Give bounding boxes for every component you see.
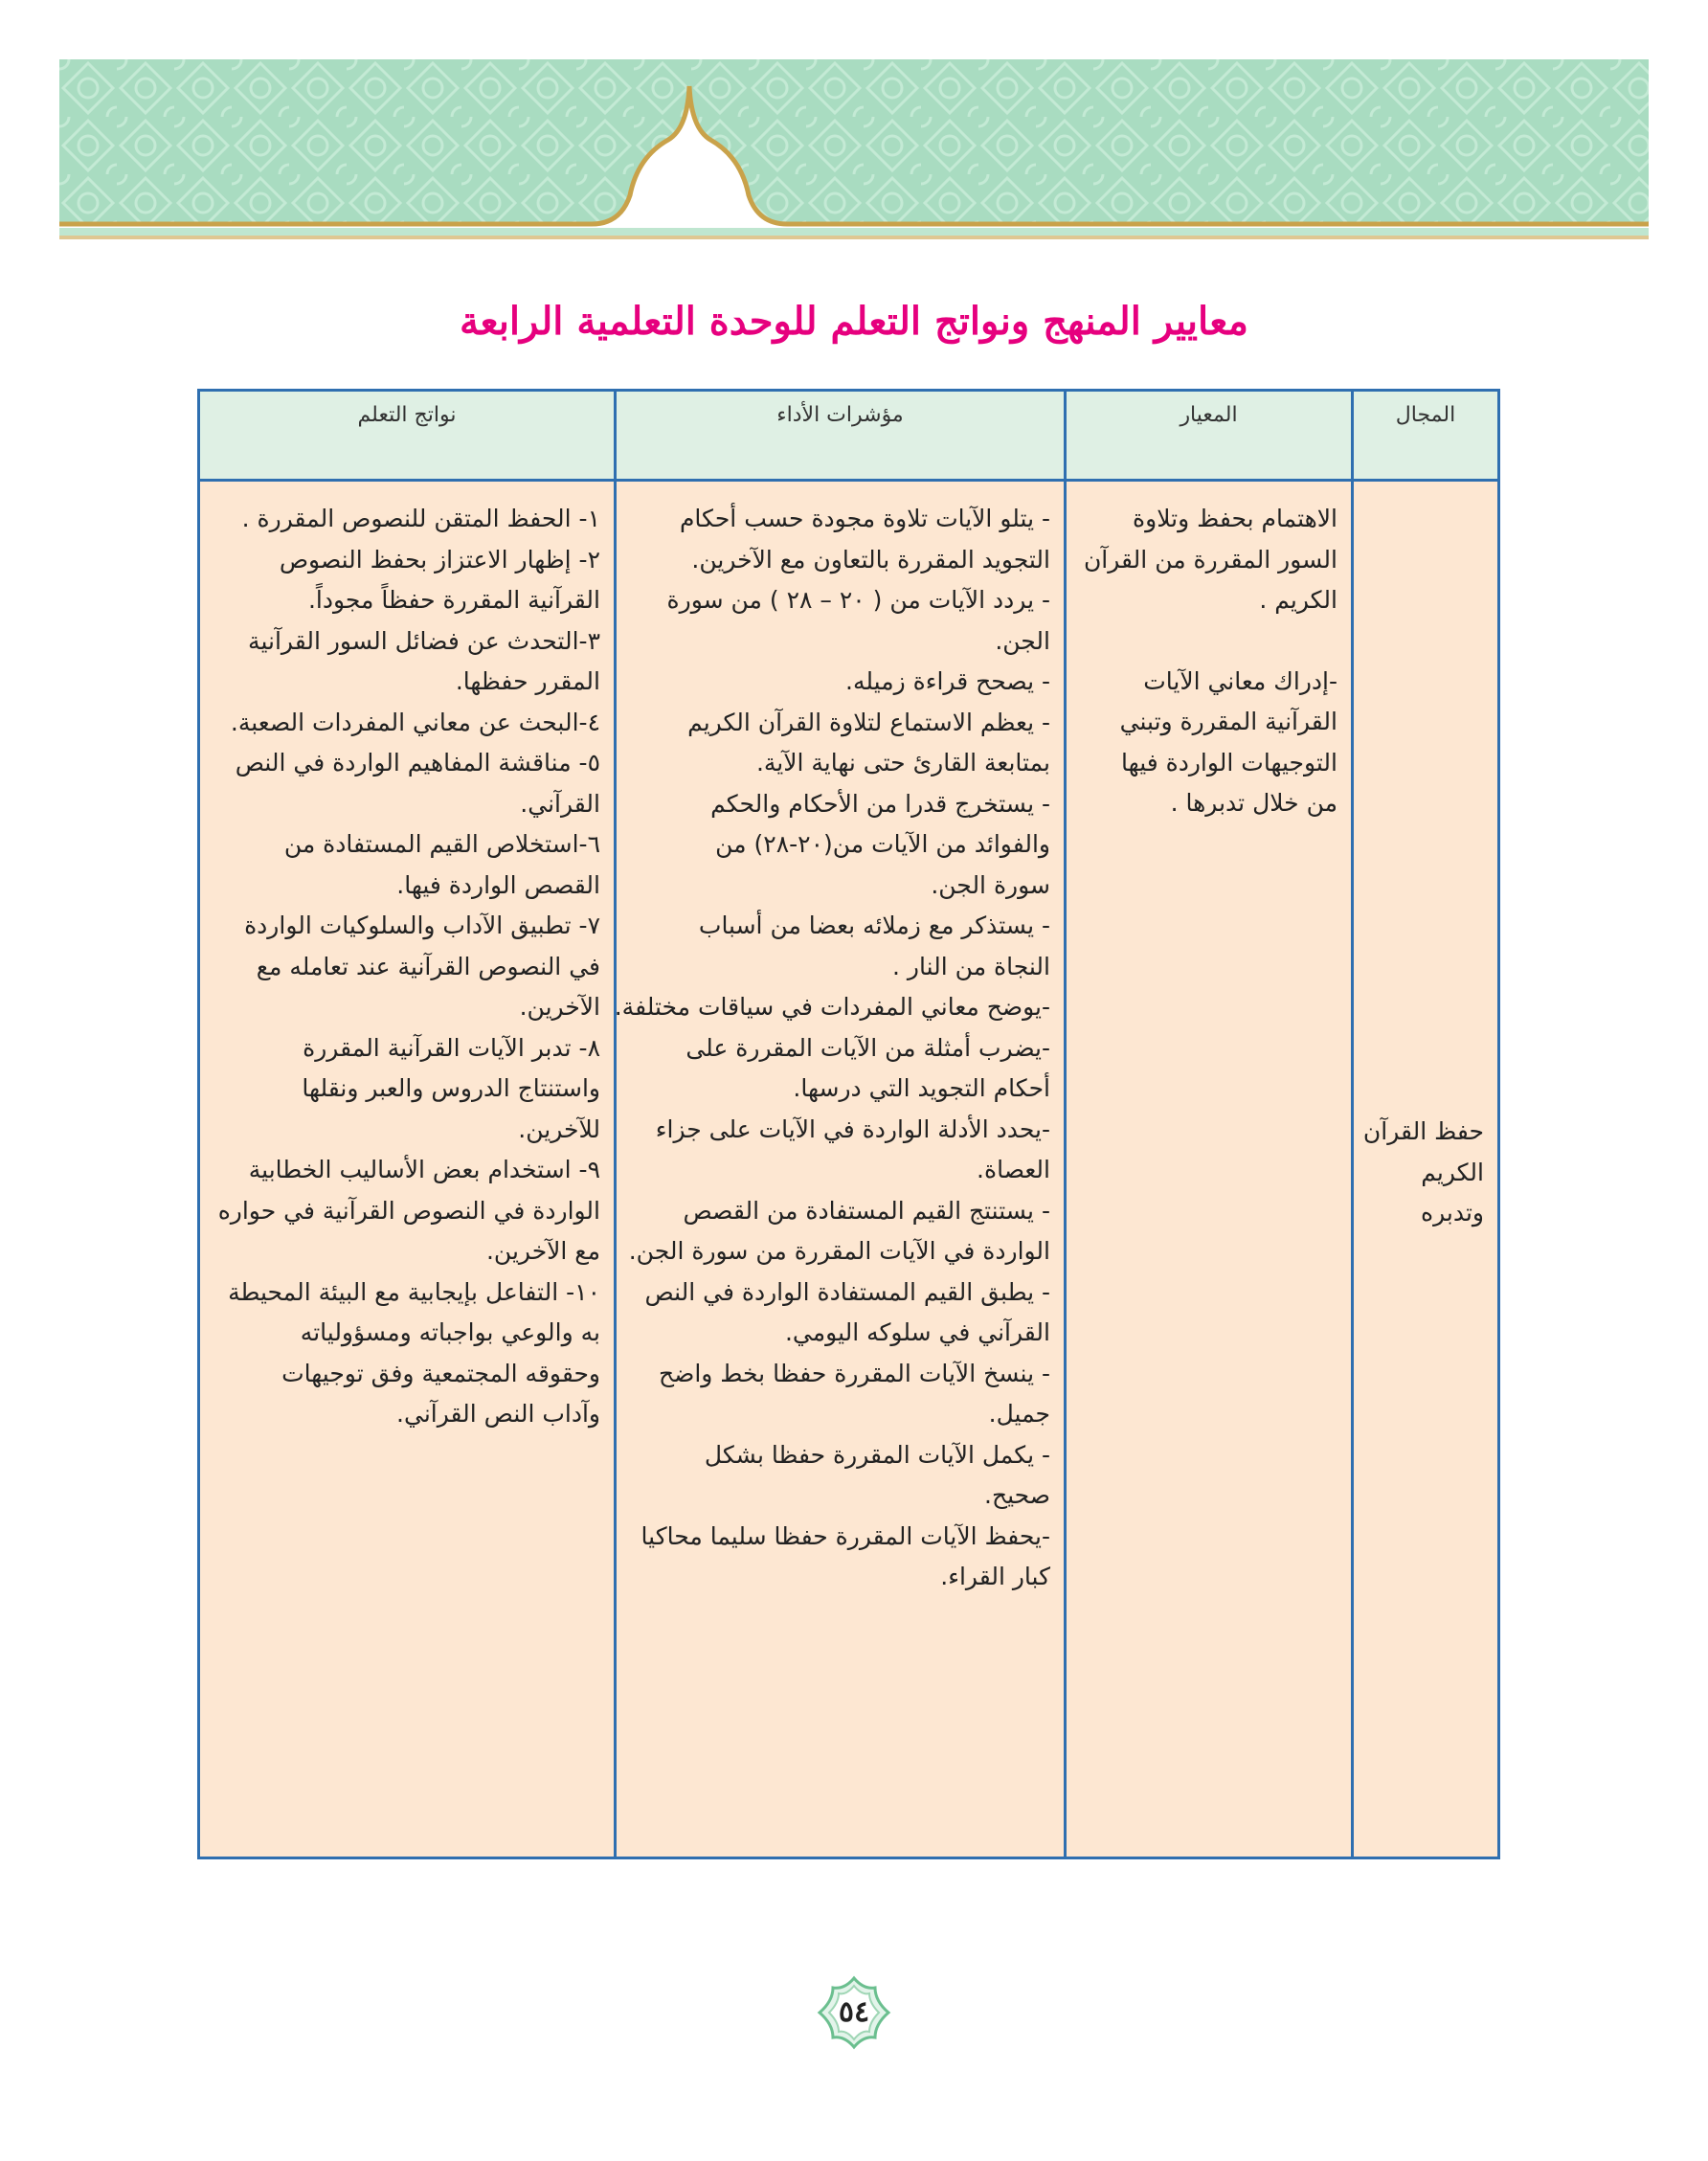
indicator-line: الواردة في الآيات المقررة من سورة الجن. (628, 1237, 1050, 1265)
outcome-line: ٦-استخلاص القيم المستفادة من (283, 830, 600, 858)
outcome-line: ٢- إظهار الاعتزاز بحفظ النصوص (279, 545, 600, 574)
outcome-line: ٨- تدبر الآيات القرآنية المقررة (303, 1033, 600, 1062)
indicator-line: -يحدد الأدلة الواردة في الآيات على جزاء (655, 1114, 1050, 1143)
page-number: ٥٤ (838, 1995, 870, 2029)
domain-cell (1353, 481, 1499, 1858)
indicator-line: كبار القراء. (940, 1563, 1050, 1590)
outcome-line: واستنتاج الدروس والعبر ونقلها (302, 1074, 600, 1102)
indicator-line: صحيح. (984, 1481, 1050, 1509)
indicator-line: القرآني في سلوكه اليومي. (784, 1318, 1050, 1346)
header-domain: المجال (1353, 391, 1499, 481)
outcome-line: القرآنية المقررة حفظاً مجوداً. (307, 586, 600, 614)
indicator-line: - يكمل الآيات المقررة حفظا بشكل (704, 1440, 1050, 1469)
outcome-line: القرآني. (520, 789, 600, 818)
domain-line: الكريم (1421, 1158, 1484, 1186)
indicator-line: النجاة من النار . (892, 952, 1050, 980)
standard-line: -إدراك معاني الآيات (1143, 666, 1337, 695)
indicator-line: -يحفظ الآيات المقررة حفظا سليما محاكيا (640, 1521, 1050, 1550)
decorative-banner (59, 59, 1649, 247)
outcome-line: ٧- تطبيق الآداب والسلوكيات الواردة (244, 912, 600, 939)
header-outcomes: نواتج التعلم (199, 391, 616, 481)
indicator-line: جميل. (988, 1400, 1050, 1428)
indicator-line: بمتابعة القارئ حتى نهاية الآية. (755, 749, 1050, 777)
table-row (199, 481, 1499, 1858)
indicator-line: - يستخرج قدرا من الأحكام والحكم (710, 789, 1050, 818)
indicator-line: التجويد المقررة بالتعاون مع الآخرين. (691, 545, 1050, 574)
indicator-line: العصاة. (977, 1156, 1050, 1183)
outcome-line: في النصوص القرآنية عند تعامله مع (256, 952, 600, 980)
outcome-line: للآخرين. (518, 1114, 600, 1143)
standard-line: الاهتمام بحفظ وتلاوة (1133, 505, 1337, 532)
table-header-row (199, 391, 1499, 481)
standard-line: القرآنية المقررة وتبني (1119, 708, 1337, 735)
outcome-line: الآخرين. (519, 993, 600, 1021)
indicator-line: - يصحح قراءة زميله. (845, 667, 1050, 695)
indicator-line: سورة الجن. (931, 870, 1050, 899)
standard-line: السور المقررة من القرآن (1083, 545, 1337, 574)
indicator-line: والفوائد من الآيات من(٢٠-٢٨) من (715, 830, 1050, 858)
outcome-line: القصص الواردة فيها. (396, 870, 600, 899)
outcome-line: ١- الحفظ المتقن للنصوص المقررة . (241, 505, 600, 532)
header-standard: المعيار (1066, 391, 1353, 481)
outcome-line: المقرر حفظها. (455, 667, 600, 695)
page-number-badge (816, 1974, 892, 2051)
indicator-line: - يطبق القيم المستفادة الواردة في النص (644, 1277, 1050, 1306)
standard-line: الكريم . (1259, 586, 1337, 614)
indicator-line: -يوضح معاني المفردات في سياقات مختلفة. (614, 993, 1050, 1021)
indicator-line: الجن. (995, 626, 1050, 655)
header-indicators: مؤشرات الأداء (616, 391, 1066, 481)
indicator-line: - ينسخ الآيات المقررة حفظا بخط واضح (658, 1359, 1050, 1387)
outcome-line: وحقوقه المجتمعية وفق توجيهات (281, 1359, 600, 1387)
outcome-line: ٤-البحث عن معاني المفردات الصعبة. (230, 708, 600, 736)
standard-cell (1066, 481, 1353, 1858)
outcome-line: ٥- مناقشة المفاهيم الواردة في النص (235, 749, 600, 777)
indicator-line: أحكام التجويد التي درسها. (793, 1074, 1050, 1102)
outcome-line: به والوعي بواجباته ومسؤولياته (300, 1318, 600, 1346)
indicator-line: - يعظم الاستماع لتلاوة القرآن الكريم (687, 708, 1050, 736)
indicator-line: - يستنتج القيم المستفادة من القصص (683, 1196, 1050, 1225)
indicator-line: - يتلو الآيات تلاوة مجودة حسب أحكام (679, 505, 1050, 532)
indicator-line: - يردد الآيات من ( ٢٠ – ٢٨ ) من سورة (666, 586, 1050, 614)
outcome-line: ١٠- التفاعل بإيجابية مع البيئة المحيطة (228, 1277, 600, 1306)
outcome-line: ٣-التحدث عن فضائل السور القرآنية (248, 626, 600, 655)
indicators-cell (616, 481, 1066, 1858)
indicator-line: - يستذكر مع زملائه بعضا من أسباب (698, 912, 1050, 939)
outcome-line: ٩- استخدام بعض الأساليب الخطابية (248, 1156, 600, 1183)
page-title: معايير المنهج ونواتج التعلم للوحدة التعلمية الرابعة (460, 299, 1248, 344)
outcomes-cell (199, 481, 616, 1858)
domain-line: حفظ القرآن (1362, 1117, 1484, 1145)
outcome-line: الواردة في النصوص القرآنية في حواره (217, 1196, 600, 1225)
indicator-line: -يضرب أمثلة من الآيات المقررة على (685, 1033, 1050, 1062)
standard-line: التوجيهات الواردة فيها (1121, 748, 1337, 777)
outcome-line: مع الآخرين. (485, 1237, 600, 1265)
domain-line: وتدبره (1420, 1199, 1484, 1227)
standard-line: من خلال تدبرها . (1170, 789, 1337, 817)
standards-table (197, 389, 1500, 1859)
outcome-line: وآداب النص القرآني. (396, 1400, 600, 1428)
